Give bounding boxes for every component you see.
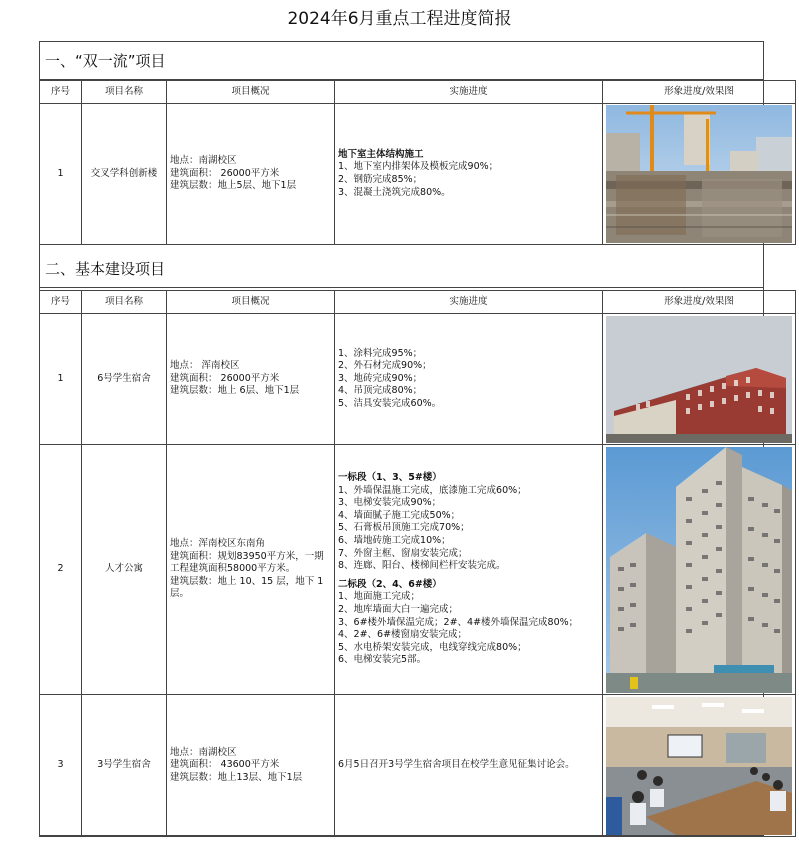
overview-area: 建筑面积： 26000平方米 xyxy=(170,372,280,384)
table-row xyxy=(40,314,796,445)
overview-location: 地点：南湖校区 xyxy=(170,746,237,758)
dormitory-6-photo xyxy=(603,314,796,445)
progress-item: 8、连廊、阳台、楼梯间栏杆安装完成。 xyxy=(338,560,506,572)
overview-location: 地点：浑南校区东南角 xyxy=(170,538,266,550)
project-name: 3号学生宿舍 xyxy=(82,695,167,837)
project-number: 2 xyxy=(40,445,82,695)
project-progress xyxy=(335,695,603,837)
talent-apartment-photo xyxy=(603,445,796,695)
progress-item: 4、吊顶完成80%； xyxy=(338,385,423,397)
overview-area: 建筑面积：规划83950平方米，一期工程建筑面积58000平方米。 xyxy=(170,550,324,575)
project-progress xyxy=(335,104,603,245)
progress-item: 2、外石材完成90%； xyxy=(338,360,432,372)
overview-area: 建筑面积： 26000平方米 xyxy=(170,167,280,179)
col-header-overview: 项目概况 xyxy=(167,81,335,104)
progress-item: 1、涂料完成95%； xyxy=(338,347,423,359)
progress-item: 4、2#、6#楼窗扇安装完成； xyxy=(338,629,468,641)
col-header-project-name: 项目名称 xyxy=(82,291,167,314)
meeting-room-image xyxy=(606,697,792,835)
col-header-overview: 项目概况 xyxy=(167,291,335,314)
document-title: 2024年6月重点工程进度简报 xyxy=(287,9,512,29)
overview-floors: 建筑层数：地上5层、地下1层 xyxy=(170,180,297,192)
project-name: 交叉学科创新楼 xyxy=(82,104,167,245)
col-header-progress: 实施进度 xyxy=(335,81,603,104)
progress-item: 6月5日召开3号学生宿舍项目在校学生意见征集讨论会。 xyxy=(338,759,575,771)
overview-location: 地点：南湖校区 xyxy=(170,155,237,167)
progress-section-heading: 一标段（1、3、5#楼） xyxy=(338,472,442,484)
progress-item: 4、墙面腻子施工完成50%； xyxy=(338,509,461,521)
progress-item: 2、地库墙面大白一遍完成； xyxy=(338,603,459,615)
progress-item: 1、地面施工完成； xyxy=(338,591,421,603)
project-overview xyxy=(167,104,335,245)
progress-item: 5、水电桥架安装完成，电线穿线完成80%； xyxy=(338,641,527,653)
table-header-row xyxy=(40,291,796,314)
progress-item: 5、洁具安装完成60%。 xyxy=(338,397,442,409)
overview-location: 地点： 浑南校区 xyxy=(170,360,240,372)
construction-site-image xyxy=(606,105,792,243)
progress-section-heading: 二标段（2、4、6#楼） xyxy=(338,578,442,590)
table-row xyxy=(40,695,796,837)
progress-item: 3、地砖完成90%； xyxy=(338,372,423,384)
project-number: 3 xyxy=(40,695,82,837)
progress-item: 1、地下室内排架体及模板完成90%； xyxy=(338,161,499,173)
progress-item: 3、混凝土浇筑完成80%。 xyxy=(338,186,451,198)
progress-item: 3、电梯安装完成90%； xyxy=(338,497,442,509)
progress-item: 3、6#楼外墙保温完成；2#、4#楼外墙保温完成80%； xyxy=(338,616,579,628)
progress-item: 6、墙地砖施工完成10%； xyxy=(338,535,451,547)
progress-heading: 地下室主体结构施工 xyxy=(338,148,424,160)
col-header-number: 序号 xyxy=(40,81,82,104)
section-heading-basic-construction: 二、基本建设项目 xyxy=(39,250,764,288)
progress-item: 7、外窗主框、窗扇安装完成； xyxy=(338,547,468,559)
meeting-room-photo xyxy=(603,695,796,837)
col-header-photo: 形象进度/效果图 xyxy=(603,81,796,104)
project-name: 人才公寓 xyxy=(82,445,167,695)
progress-item: 5、石膏板吊顶施工完成70%； xyxy=(338,522,470,534)
project-overview xyxy=(167,445,335,695)
basic-construction-table xyxy=(39,290,796,837)
progress-item: 6、电梯安装完5部。 xyxy=(338,654,427,666)
overview-floors: 建筑层数：地上 6层、地下1层 xyxy=(170,385,300,397)
table-row xyxy=(40,445,796,695)
project-overview xyxy=(167,695,335,837)
project-overview xyxy=(167,314,335,445)
section-heading-double-first-class: 一、“双一流”项目 xyxy=(39,42,764,80)
double-first-class-table xyxy=(39,80,796,245)
project-number: 1 xyxy=(40,314,82,445)
project-progress xyxy=(335,314,603,445)
col-header-progress: 实施进度 xyxy=(335,291,603,314)
overview-floors: 建筑层数：地上 10、15 层，地下 1 层。 xyxy=(170,575,324,600)
col-header-number: 序号 xyxy=(40,291,82,314)
col-header-photo: 形象进度/效果图 xyxy=(603,291,796,314)
construction-site-photo xyxy=(603,104,796,245)
project-number: 1 xyxy=(40,104,82,245)
table-row xyxy=(40,104,796,245)
dormitory-6-image xyxy=(606,316,792,443)
overview-floors: 建筑层数：地上13层、地下1层 xyxy=(170,771,303,783)
overview-area: 建筑面积： 43600平方米 xyxy=(170,759,280,771)
project-name: 6号学生宿舍 xyxy=(82,314,167,445)
project-progress xyxy=(335,445,603,695)
progress-item: 1、外墙保温施工完成，底漆施工完成60%； xyxy=(338,484,527,496)
progress-item: 2、钢筋完成85%； xyxy=(338,174,423,185)
talent-apartment-image xyxy=(606,447,792,693)
col-header-project-name: 项目名称 xyxy=(82,81,167,104)
table-header-row xyxy=(40,81,796,104)
